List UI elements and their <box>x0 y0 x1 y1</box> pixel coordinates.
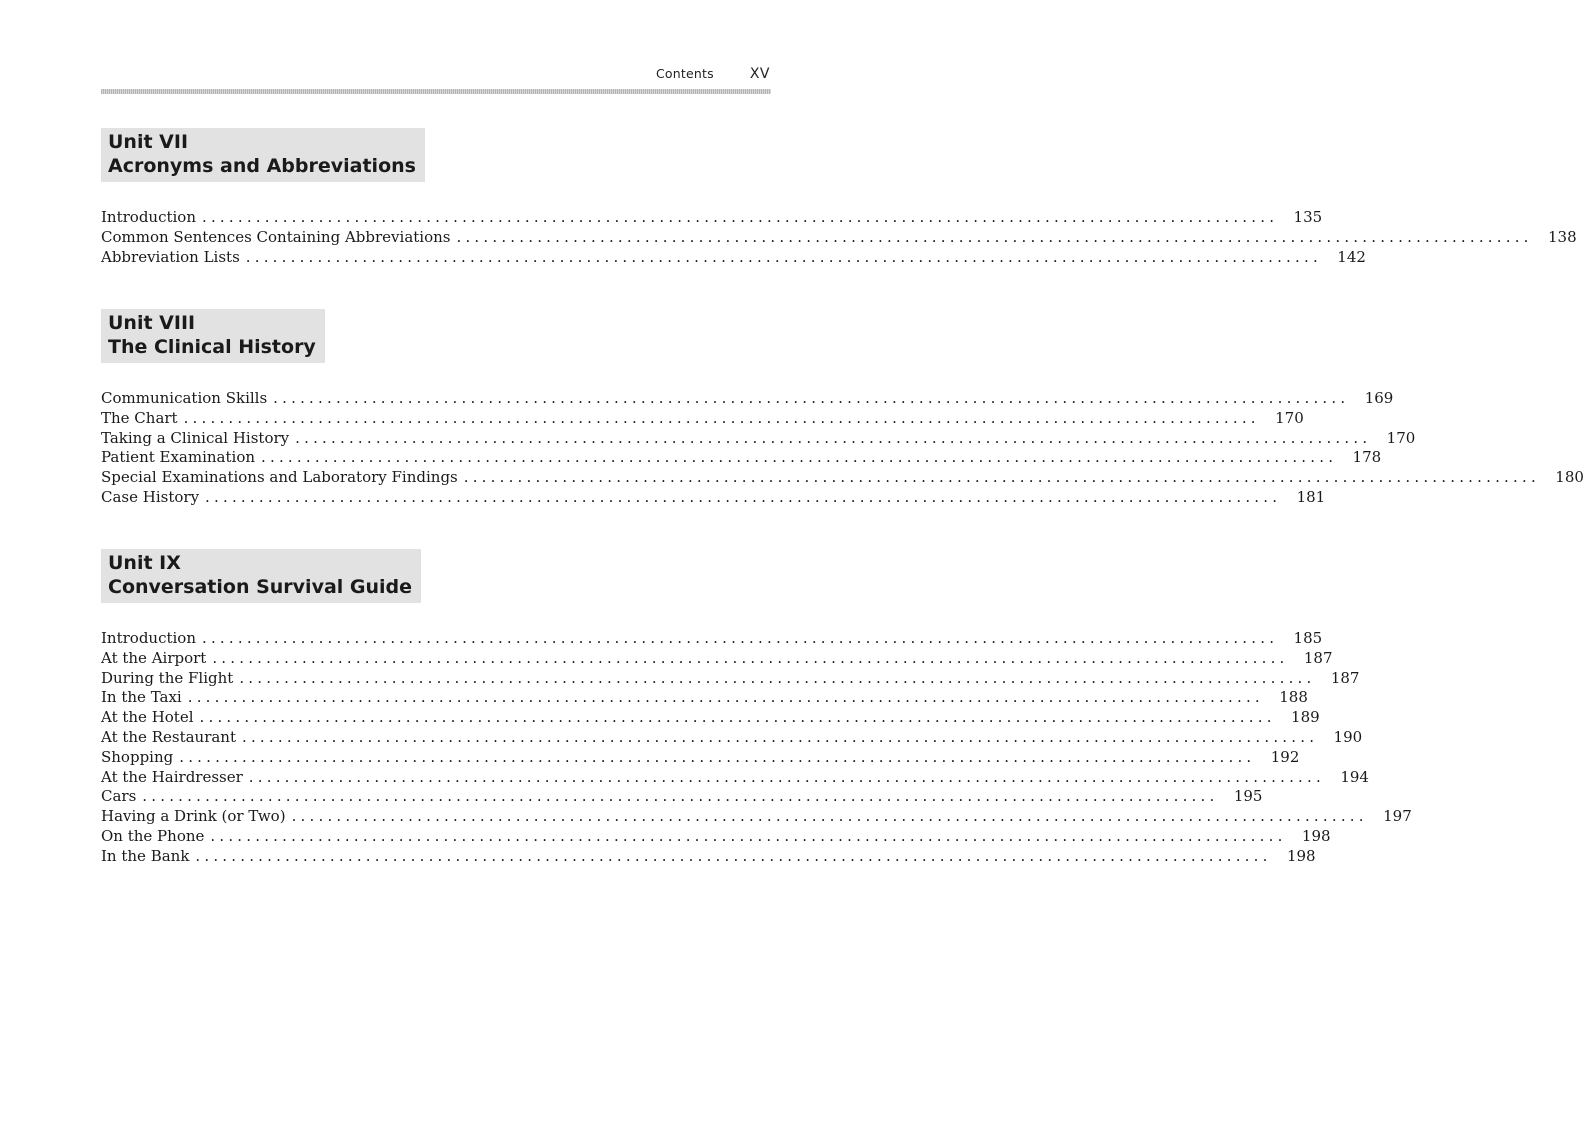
toc-entry-page: 170 <box>1386 428 1416 447</box>
toc-entry-page: 198 <box>1301 826 1331 845</box>
toc-entry-page: 189 <box>1291 708 1320 727</box>
toc-entry-page: 198 <box>1286 846 1316 865</box>
dot-leader: ........................................................................................................................ <box>142 787 1219 806</box>
unit-section <box>101 549 1412 865</box>
unit-title: Conversation Survival Guide <box>108 576 413 598</box>
unit-section <box>101 309 1584 506</box>
toc-entry[interactable] <box>101 727 1363 748</box>
dot-leader: ........................................................................................................................ <box>456 227 1533 246</box>
toc-entry-page: 169 <box>1364 389 1394 407</box>
toc-entry-page: 195 <box>1233 787 1263 806</box>
toc-entry-page: 187 <box>1303 648 1333 667</box>
dot-leader: ........................................................................................................................ <box>205 487 1282 506</box>
toc-entry-title: On the Phone <box>101 826 205 845</box>
dot-leader: ........................................................................................................................ <box>463 468 1540 487</box>
toc-entry-page: 197 <box>1383 807 1412 826</box>
dot-leader: ........................................................................................................................ <box>212 648 1289 667</box>
toc-entry[interactable] <box>101 428 1416 449</box>
header-rule <box>101 89 771 94</box>
toc-entry[interactable] <box>101 247 1366 268</box>
toc-entry-page: 188 <box>1279 688 1308 707</box>
toc-entry[interactable] <box>101 668 1360 689</box>
toc-entry-title: During the Flight <box>101 668 234 687</box>
unit-section <box>101 128 1577 266</box>
toc-entry-title: At the Airport <box>101 648 207 667</box>
toc-entry[interactable] <box>101 227 1577 248</box>
toc-entry[interactable] <box>101 826 1331 847</box>
toc-entry[interactable] <box>101 468 1584 488</box>
toc-entry-page: 194 <box>1340 767 1369 786</box>
toc-entry-page: 170 <box>1275 408 1304 427</box>
toc-entry-title: Special Examinations and Laboratory Findings <box>101 468 458 487</box>
toc-entry-title: Abbreviation Lists <box>101 247 240 266</box>
toc-entry[interactable] <box>101 747 1300 768</box>
toc-entry-title: Introduction <box>101 629 196 647</box>
toc-entry-page: 135 <box>1293 208 1323 226</box>
running-head-label: Contents <box>656 66 714 81</box>
toc-entry-title: The Chart <box>101 408 178 427</box>
toc-entry[interactable] <box>101 408 1304 429</box>
toc-entry-title: In the Taxi <box>101 688 182 707</box>
unit-title: The Clinical History <box>108 336 316 358</box>
toc-entry[interactable] <box>101 708 1320 728</box>
toc-entry[interactable] <box>101 208 1323 228</box>
toc-entry[interactable] <box>101 767 1369 788</box>
toc-entry-page: 178 <box>1352 448 1382 467</box>
toc-entry-title: Introduction <box>101 208 196 226</box>
toc-entry[interactable] <box>101 648 1333 669</box>
toc-entry-title: At the Hotel <box>101 708 194 727</box>
dot-leader: ........................................................................................................................ <box>245 247 1322 266</box>
dot-leader: ........................................................................................................................ <box>195 846 1272 865</box>
dot-leader: ........................................................................................................................ <box>239 668 1316 687</box>
toc-entry-title: In the Bank <box>101 846 190 865</box>
toc-entry-title: Patient Examination <box>101 448 256 467</box>
toc-entry-title: Taking a Clinical History <box>101 428 290 447</box>
unit-number: Unit VII <box>108 131 189 153</box>
toc-list <box>101 389 1584 508</box>
toc-entry-title: Having a Drink (or Two) <box>101 807 286 826</box>
toc-entry[interactable] <box>101 807 1412 827</box>
dot-leader: ........................................................................................................................ <box>248 767 1325 786</box>
toc-entry-title: Communication Skills <box>101 389 268 407</box>
dot-leader: ........................................................................................................................ <box>291 807 1368 826</box>
toc-entry-title: Case History <box>101 487 200 506</box>
dot-leader: ........................................................................................................................ <box>242 727 1319 746</box>
toc-entry-page: 138 <box>1548 227 1577 246</box>
dot-leader: ........................................................................................................................ <box>183 408 1260 427</box>
dot-leader: ........................................................................................................................ <box>295 428 1372 447</box>
running-head <box>656 66 770 82</box>
dot-leader: ........................................................................................................................ <box>210 826 1287 845</box>
toc-entry[interactable] <box>101 787 1263 807</box>
dot-leader: ........................................................................................................................ <box>202 208 1279 226</box>
dot-leader: ........................................................................................................................ <box>273 389 1350 407</box>
toc-entry-title: At the Restaurant <box>101 727 236 746</box>
dot-leader: ........................................................................................................................ <box>261 448 1338 467</box>
toc-entry[interactable] <box>101 389 1394 409</box>
toc-entry[interactable] <box>101 846 1316 867</box>
toc-entry-title: Common Sentences Containing Abbreviations <box>101 227 451 246</box>
dot-leader: ........................................................................................................................ <box>199 708 1276 727</box>
toc-entry-page: 180 <box>1555 468 1584 487</box>
toc-entry-page: 142 <box>1337 247 1366 266</box>
toc-entry-page: 181 <box>1296 487 1326 506</box>
toc-list <box>101 208 1577 267</box>
unit-heading <box>101 549 421 603</box>
toc-entry[interactable] <box>101 629 1323 649</box>
dot-leader: ........................................................................................................................ <box>202 629 1279 647</box>
unit-heading <box>101 309 325 363</box>
toc-entry-page: 185 <box>1293 629 1323 647</box>
unit-number: Unit IX <box>108 552 181 574</box>
unit-number: Unit VIII <box>108 312 196 334</box>
toc-entry-page: 192 <box>1270 747 1300 766</box>
toc-entry-page: 190 <box>1333 727 1363 746</box>
toc-entry-title: Cars <box>101 787 137 806</box>
dot-leader: ........................................................................................................................ <box>187 688 1264 707</box>
toc-list <box>101 629 1412 867</box>
toc-entry-page: 187 <box>1330 668 1360 687</box>
unit-title: Acronyms and Abbreviations <box>108 155 416 177</box>
unit-heading <box>101 128 425 182</box>
toc-entry-title: At the Hairdresser <box>101 767 243 786</box>
toc-entry[interactable] <box>101 448 1382 468</box>
dot-leader: ........................................................................................................................ <box>179 747 1256 766</box>
toc-entry-title: Shopping <box>101 747 174 766</box>
toc-entry[interactable] <box>101 688 1308 708</box>
page-number: XV <box>749 66 770 82</box>
toc-entry[interactable] <box>101 487 1326 508</box>
